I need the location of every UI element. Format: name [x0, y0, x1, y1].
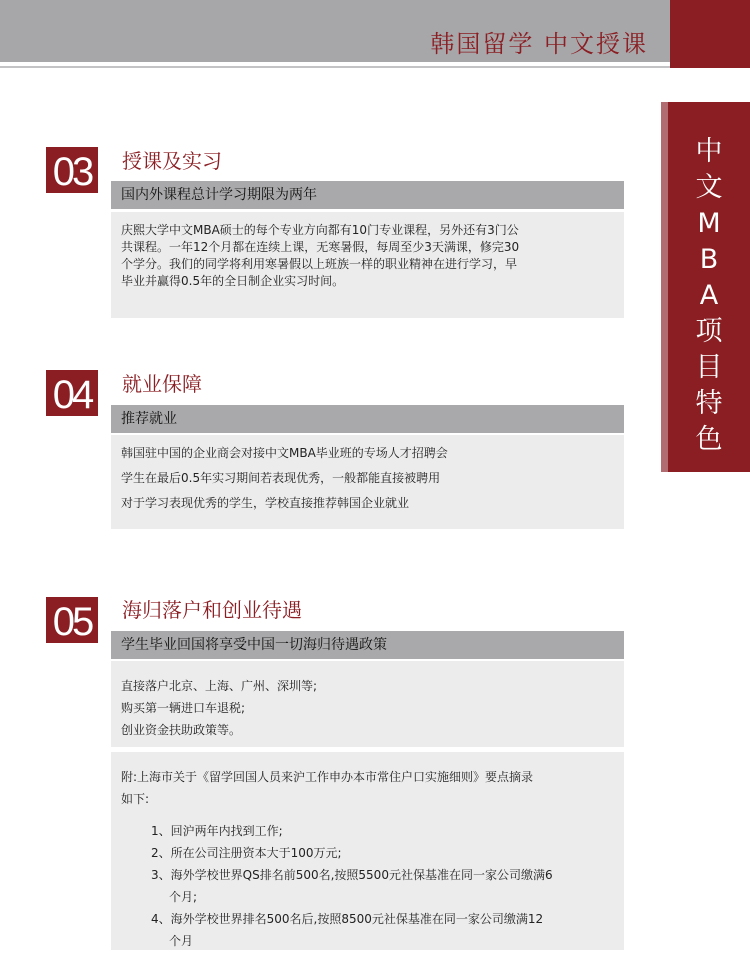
paragraph-line: 毕业并赢得0.5年的全日制企业实习时间。	[121, 274, 345, 288]
list-item: 购买第一辆进口车退税;	[121, 701, 246, 715]
side-tab-label	[668, 134, 750, 458]
appendix-box	[111, 752, 624, 950]
section-title-returnee: 海归落户和创业待遇	[122, 598, 302, 622]
section-content-employment	[111, 435, 624, 529]
appendix-item: 4、海外学校世界排名500名后,按照8500元社保基准在同一家公司缴满12	[151, 912, 544, 926]
section-content-teaching	[111, 212, 624, 318]
list-item: 韩国驻中国的企业商会对接中文MBA毕业班的专场人才招聘会	[121, 446, 448, 460]
side-tab-char: 文	[695, 172, 723, 203]
section-subtitle-returnee: 学生毕业回国将享受中国一切海归待遇政策	[111, 631, 624, 659]
section-subtitle-teaching: 国内外课程总计学习期限为两年	[111, 181, 624, 209]
appendix-list	[121, 820, 614, 952]
header-accent-block	[670, 0, 750, 68]
side-tab-char: 项	[695, 316, 723, 347]
appendix-item: 3、海外学校世界QS排名前500名,按照5500元社保基准在同一家公司缴满6	[151, 868, 553, 882]
side-tab-char: B	[699, 244, 719, 275]
page-title: 韩国留学 中文授课	[430, 30, 648, 58]
header-divider	[0, 66, 670, 68]
side-tab-char: 特	[695, 388, 723, 419]
list-item: 创业资金扶助政策等。	[121, 723, 242, 737]
paragraph-line: 个学分。我们的同学将利用寒暑假以上班族一样的职业精神在进行学习，早	[121, 257, 518, 271]
list-item: 对于学习表现优秀的学生，学校直接推荐韩国企业就业	[121, 496, 410, 510]
appendix-item: 2、所在公司注册资本大于100万元;	[151, 846, 342, 860]
section-number-03: 03	[46, 147, 98, 193]
appendix-item: 1、回沪两年内找到工作;	[151, 824, 283, 838]
side-tab-char: 色	[695, 424, 723, 455]
section-title-employment: 就业保障	[122, 372, 202, 396]
section-number-04: 04	[46, 370, 98, 416]
section-subtitle-employment: 推荐就业	[111, 405, 624, 433]
side-tab-char: 目	[695, 352, 723, 383]
side-tab-char: 中	[695, 136, 723, 167]
section-title-teaching: 授课及实习	[122, 149, 222, 173]
side-tab-char: A	[699, 280, 719, 311]
appendix-intro-cont: 如下:	[121, 792, 150, 806]
section-number-05: 05	[46, 597, 98, 643]
paragraph-line: 庆熙大学中文MBA硕士的每个专业方向都有10门专业课程，另外还有3门公	[121, 223, 519, 237]
section-content-returnee	[111, 661, 624, 747]
list-item: 直接落户北京、上海、广州、深圳等;	[121, 679, 318, 693]
appendix-item-cont: 个月;	[169, 890, 198, 904]
appendix-intro: 附:上海市关于《留学回国人员来沪工作申办本市常住户口实施细则》要点摘录	[121, 770, 534, 784]
list-item: 学生在最后0.5年实习期间若表现优秀，一般都能直接被聘用	[121, 471, 441, 485]
side-tab-char: M	[697, 208, 721, 239]
appendix-item-cont: 个月	[169, 934, 194, 948]
paragraph-line: 共课程。一年12个月都在连续上课，无寒暑假，每周至少3天满课，修完30	[121, 240, 520, 254]
